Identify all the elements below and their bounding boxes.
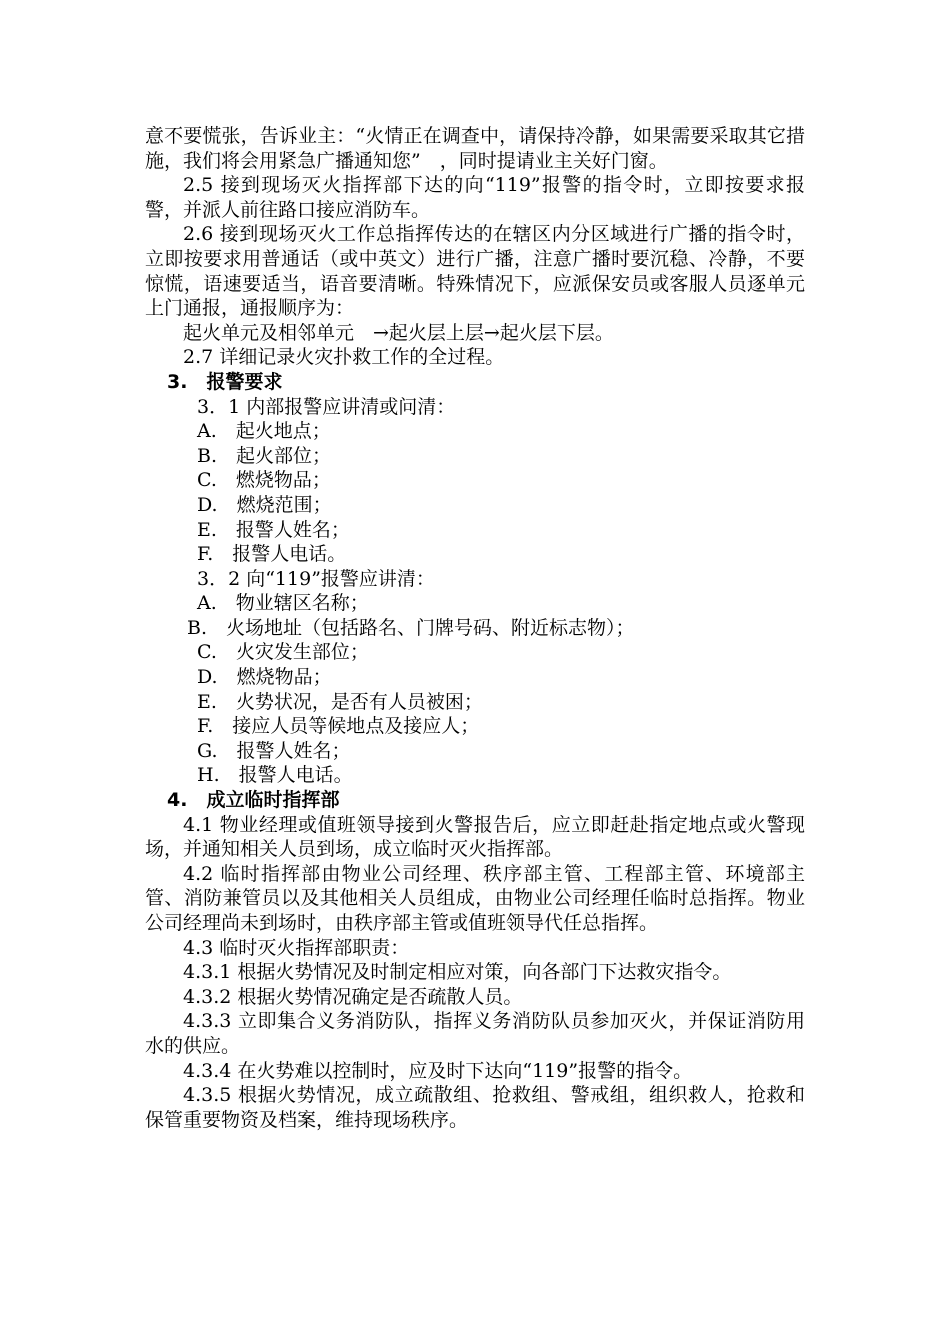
list-item: E. 报警人姓名； bbox=[197, 518, 350, 541]
paragraph-4-3: 4.3 临时灭火指挥部职责： bbox=[183, 936, 410, 959]
section-3-heading: 3. 报警要求 bbox=[167, 370, 283, 393]
paragraph-4-3-3: 4.3.3 立即集合义务消防队，指挥义务消防队员参加灭火，并保证消防用水的供应。 bbox=[145, 1010, 805, 1057]
list-item: A. 物业辖区名称； bbox=[197, 592, 369, 615]
list-item: H. 报警人电话。 bbox=[197, 764, 353, 787]
paragraph-4-2: 4.2 临时指挥部由物业公司经理、秩序部主管、工程部主管、环境部主管、消防兼管员以及其他相关人员组成，由物业公司经理任临时总指挥。物业公司经理尚未到场时，由秩序部主管或值班领导代任总指挥。 bbox=[145, 862, 805, 934]
list-item: F. 接应人员等候地点及接应人； bbox=[197, 715, 480, 738]
list-item: D. 燃烧物品； bbox=[197, 666, 332, 689]
list-item: B. 起火部位； bbox=[197, 444, 332, 467]
paragraph-4-1: 4.1 物业经理或值班领导接到火警报告后，应立即赶赴指定地点或火警现场，并通知相关人员到场，成立临时灭火指挥部。 bbox=[145, 813, 805, 861]
paragraph-3-1: 3．1 内部报警应讲清或问清： bbox=[197, 395, 456, 418]
list-item: C. 燃烧物品； bbox=[197, 469, 331, 492]
list-item: E. 火势状况，是否有人员被困； bbox=[197, 690, 483, 713]
list-item: B. 火场地址（包括路名、门牌号码、附近标志物）； bbox=[187, 616, 635, 639]
paragraph-4-3-1: 4.3.1 根据火势情况及时制定相应对策，向各部门下达救灾指令。 bbox=[183, 961, 732, 984]
section-4-heading: 4. 成立临时指挥部 bbox=[167, 789, 340, 812]
list-item: F. 报警人电话。 bbox=[197, 543, 347, 566]
paragraph-2-6: 2.6 接到现场灭火工作总指挥传达的在辖区内分区域进行广播的指令时，立即按要求用普通话（或中英文）进行广播，注意广播时要沉稳、冷静，不要惊慌，语速要适当，语音要清晰。特殊情况下，应派保安员或客服人员逐单元上门通报，通报顺序为： bbox=[145, 223, 805, 320]
paragraph-2-7: 2.7 详细记录火灾扑救工作的全过程。 bbox=[183, 346, 505, 369]
paragraph-2-5: 2.5 接到现场灭火指挥部下达的向“119”报警的指令时，立即按要求报警，并派人前往路口接应消防车。 bbox=[145, 174, 805, 221]
list-item: G. 报警人姓名； bbox=[197, 739, 351, 762]
paragraph-4-3-2: 4.3.2 根据火势情况确定是否疏散人员。 bbox=[183, 985, 523, 1008]
paragraph-continuation: 意不要慌张，告诉业主：“火情正在调查中，请保持冷静，如果需要采取其它措施，我们将会用紧急广播通知您” ，同时提请业主关好门窗。 bbox=[145, 125, 805, 172]
paragraph-4-3-5: 4.3.5 根据火势情况，成立疏散组、抢救组、警戒组，组织救人，抢救和保管重要物资及档案，维持现场秩序。 bbox=[145, 1084, 805, 1131]
paragraph-4-3-4: 4.3.4 在火势难以控制时，应及时下达向“119”报警的指令。 bbox=[183, 1059, 693, 1082]
document-page bbox=[145, 124, 805, 1132]
list-item: A. 起火地点； bbox=[197, 420, 331, 443]
list-item: C. 火灾发生部位； bbox=[197, 641, 369, 664]
paragraph-3-2: 3．2 向“119”报警应讲清： bbox=[197, 567, 435, 590]
list-item: D. 燃烧范围； bbox=[197, 493, 332, 516]
paragraph-2-6-order: 起火单元及相邻单元 →起火层上层→起火层下层。 bbox=[183, 321, 614, 344]
